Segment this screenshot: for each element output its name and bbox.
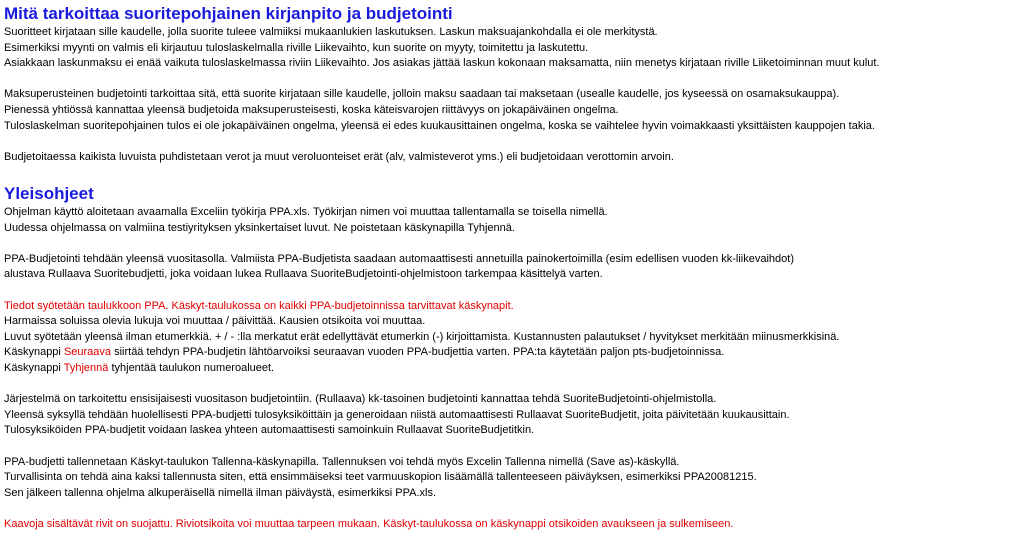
text-line: Yleensä syksyllä tehdään huolellisesti PPA-budjetti tulosyksiköittäin ja generoidaan niistä automaattisesti Rullaavat SuoriteBudjetit, joita päivitetään kuukausittain. — [4, 408, 790, 421]
text-line: PPA-Budjetointi tehdään yleensä vuositasolla. Valmiista PPA-Budjetista saadaan automaattisesti annetuilla painokertoimilla (esim edellisen vuoden kk-liikevaihdot) — [4, 252, 794, 265]
highlight-tyhjenna: Tyhjennä — [63, 361, 109, 374]
section-heading-yleisohjeet: Yleisohjeet — [4, 184, 94, 203]
text-line: Maksuperusteinen budjetointi tarkoittaa sitä, että suorite kirjataan sille kaudelle, jolloin maksu saadaan tai maksetaan (usealle kaudelle, jos kyseessä on osamaksukauppa). — [4, 88, 840, 101]
text-fragment: Käskynappi — [4, 361, 64, 374]
text-line: Pienessä yhtiössä kannattaa yleensä budjetoida maksuperusteisesti, koska käteisvarojen riittävyys on jokapäiväinen ongelma. — [4, 103, 619, 116]
section-yleisohjeet — [4, 183, 839, 532]
paragraph-spacer — [4, 134, 880, 150]
text-line: Harmaissa soluissa olevia lukuja voi muuttaa / päivittää. Kausien otsikoita voi muuttaa. — [4, 315, 426, 328]
text-line-seuraava — [4, 345, 839, 361]
text-line: alustava Rullaava Suoritebudjetti, joka voidaan lukea Rullaava SuoriteBudjetointi-ohjelmistoon tarkempaa käsittelyä varten. — [4, 268, 603, 281]
text-fragment: Käskynappi — [4, 346, 64, 359]
paragraph-spacer — [4, 439, 839, 455]
text-line: PPA-budjetti tallennetaan Käskyt-taulukon Tallenna-käskynapilla. Tallennuksen voi tehdä myös Excelin Tallenna nimellä (Save as)-käskyllä. — [4, 455, 680, 468]
text-line: Tulosyksiköiden PPA-budjetit voidaan laskea yhteen automaattisesti samoinkuin Rullaavat SuoriteBudjetitkin. — [4, 424, 535, 437]
paragraph-spacer — [4, 283, 839, 299]
text-line: Luvut syötetään yleensä ilman etumerkkiä. + / - :lla merkatut erät edellyttävät etumerkin (-) kirjoittamista. Kustannusten palautukset / hyvitykset merkitään miinusmerkkisinä. — [4, 330, 840, 343]
text-line: Järjestelmä on tarkoitettu ensisijaisesti vuositason budjetointiin. (Rullaava) kk-tasoinen budjetointi kannattaa tehdä SuoriteBudjetointi-ohjelmistolla. — [4, 393, 717, 406]
red-note-line: Tiedot syötetään taulukkoon PPA. Käskyt-taulukossa on kaikki PPA-budjetoinnissa tarvittavat käskynapit. — [4, 299, 514, 312]
text-fragment: siirtää tehdyn PPA-budjetin lähtöarvoiksi seuraavan vuoden PPA-budjettia varten. PPA:ta käytetään paljon pts-budjetoinnissa. — [111, 346, 725, 359]
text-line: Sen jälkeen tallenna ohjelma alkuperäisellä nimellä ilman päiväystä, esimerkiksi PPA.xls. — [4, 486, 437, 499]
section-suoritepohjainen — [4, 2, 880, 165]
text-line: Uudessa ohjelmassa on valmiina testiyrityksen yksinkertaiset luvut. Ne poistetaan käskynapilla Tyhjennä. — [4, 221, 515, 234]
text-line-tyhjenna — [4, 361, 839, 377]
text-line: Esimerkiksi myynti on valmis eli kirjautuu tuloslaskelmalla riville Liikevaihto, kun suorite on myyty, toimitettu ja laskutettu. — [4, 41, 589, 54]
text-line: Turvallisinta on tehdä aina kaksi tallennusta siten, että ensimmäiseksi teet varmuuskopion lisäämällä tallenteeseen päiväyksen, esimerkiksi PPA20081215. — [4, 471, 757, 484]
text-line: Ohjelman käyttö aloitetaan avaamalla Exceliin työkirja PPA.xls. Työkirjan nimen voi muuttaa tallentamalla se toisella nimellä. — [4, 206, 608, 218]
text-line: Asiakkaan laskunmaksu ei enää vaikuta tuloslaskelmassa riviin Liikevaihto. Jos asiakas jättää laskun kokonaan maksamatta, niin menetys kirjataan riville Liiketoiminnan muut kulut. — [4, 57, 880, 70]
paragraph-spacer — [4, 377, 839, 393]
text-fragment: tyhjentää taulukon numeroalueet. — [108, 361, 275, 374]
text-line: Suoritteet kirjataan sille kaudelle, jolla suorite tuleee valmiiksi mukaanlukien laskutuksen. Laskun maksuajankohdalla ei ole merkitystä. — [4, 26, 658, 38]
section-heading-suoritepohjainen: Mitä tarkoittaa suoritepohjainen kirjanpito ja budjetointi — [4, 4, 453, 23]
highlight-seuraava: Seuraava — [63, 346, 112, 359]
red-note-line: Kaavoja sisältävät rivit on suojattu. Riviotsikoita voi muuttaa tarpeen mukaan. Käskyt-taulukossa on käskynappi otsikoiden avaukseen ja sulkemiseen. — [4, 517, 734, 530]
paragraph-spacer — [4, 72, 880, 88]
text-line: Tuloslaskelman suoritepohjainen tulos ei ole jokapäiväinen ongelma, yleensä ei edes kuukausittainen ongelma, koska se vaihtelee hyvin voimakkaasti yksittäisten kauppojen takia. — [4, 119, 875, 132]
paragraph-spacer — [4, 501, 839, 517]
paragraph-spacer — [4, 236, 839, 252]
text-line: Budjetoitaessa kaikista luvuista puhdistetaan verot ja muut veroluonteiset erät (alv, valmisteverot yms.) eli budjetoidaan verottomin arvoin. — [4, 150, 674, 163]
